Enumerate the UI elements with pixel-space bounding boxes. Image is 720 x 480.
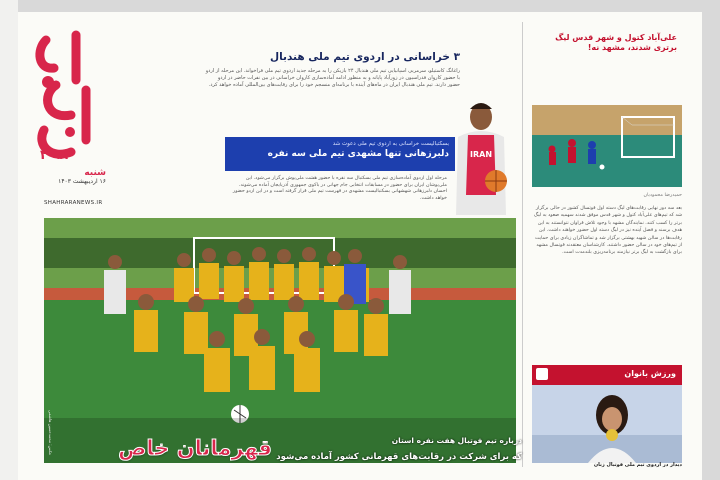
- team-photo: [44, 218, 516, 463]
- website-url: SHAHRARANEWS.IR: [44, 200, 103, 206]
- column-divider: [522, 22, 523, 467]
- masthead-logo: [26, 20, 106, 220]
- cover-kicker: درباره تیم فوتبال هفت نفره استان: [391, 436, 522, 445]
- issue-number: ۲۰۵۳: [40, 148, 72, 163]
- lead-body: راغانگ کاستیلو، سرمربی اسپانیایی تیم ملی هندبال ۲۴ بازیکن را به مرحله جدید اردوی تیم ملی فراخواند. این مرحله از اردو با حضور کاروان فدراسیون در زورآباد پایانه و به منظور ادامه آماده‌سازی کاروان خراسانی در بین نفرات حاضر در اردو حضور دارند. تیم ملی هندبال ایران در ماه‌های آینده با برنامه‌ای منسجم خود را برای رقابت‌های بین‌المللی آماده خواهد کرد.: [205, 68, 460, 88]
- section-icon: [536, 368, 548, 380]
- women-sports-banner: [532, 365, 682, 385]
- futsal-photo: [532, 105, 682, 187]
- cover-subtitle: که برای شرکت در رقابت‌های قهرمانی کشور آماده می‌شود: [276, 452, 522, 462]
- lead-headline: ۳ خراسانی در اردوی تیم ملی هندبال: [269, 51, 460, 63]
- jersey-text: IRAN: [469, 150, 493, 159]
- photo-credit: حمیدرضا محمودیان: [643, 193, 682, 198]
- page-left-margin: [0, 0, 18, 480]
- women-sports-photo: [532, 385, 682, 463]
- cover-headline: قهرمانان خاص: [118, 436, 272, 460]
- women-sports-label: ورزش بانوان: [624, 369, 676, 378]
- weekday: شنبه: [84, 168, 106, 178]
- date-block: [42, 168, 106, 185]
- basketball-kicker: بسکتبالیست خراسانی به اردوی تیم ملی دعوت شد: [332, 141, 449, 147]
- handball-player-photo: [450, 95, 512, 215]
- side-body: بعد سه دور نهایی رقابت‌های لیگ دسته اول فوتسال کشور در حالی برگزار شد که تیم‌های علی‌آباد کتول و شهر قدس موفق شدند سهمیه صعود به لیگ برتر را کسب کنند. نمایندگان مشهد با وجود تلاش فراوان نتوانستند به این هدف برسند و فصل آینده نیز در لیگ دسته اول حضور خواهند داشت. این رقابت‌ها در سالن شهید بهشتی برگزار شد و تماشاگران زیادی برای حمایت از تیم‌های خود در سالن حضور داشتند. کارشناسان معتقدند فوتسال مشهد برای بازگشت به لیگ برتر نیازمند برنامه‌ریزی بلندمدت است.: [533, 206, 682, 256]
- team-photo-credit: عکس: محمدحسین هاشمی: [48, 410, 53, 456]
- basketball-body: مرحله اول اردوی آماده‌سازی تیم ملی بسکتبال سه نفره با حضور هشت ملی‌پوش برگزار می‌شود. این ملی‌پوشان ایران برای حضور در مسابقات انتخابی جام جهانی در باکوی جمهوری آذربایجان آماده می‌شوند. احسان دلبرزهانی شهشهانی بسکتبالیست مشهدی در فهرست تیم ملی قرار گرفته است و در این اردو حضور خواهد داشت.: [232, 176, 447, 201]
- women-sports-caption: دیدار در اردوی تیم ملی فوتبال زنان: [593, 462, 682, 468]
- lead-handball-article: [205, 50, 460, 89]
- basketball-banner: [225, 137, 455, 171]
- side-headline: علی‌آباد کتول و شهر قدس لیگ برتری شدند، مشهد نه!: [555, 33, 677, 52]
- side-column: [532, 25, 692, 468]
- basketball-headline: دلبرزهانی تنها مشهدی تیم ملی سه نفره: [267, 149, 449, 159]
- date-line: ۱۶ اردیبهشت ۱۴۰۳: [58, 178, 106, 185]
